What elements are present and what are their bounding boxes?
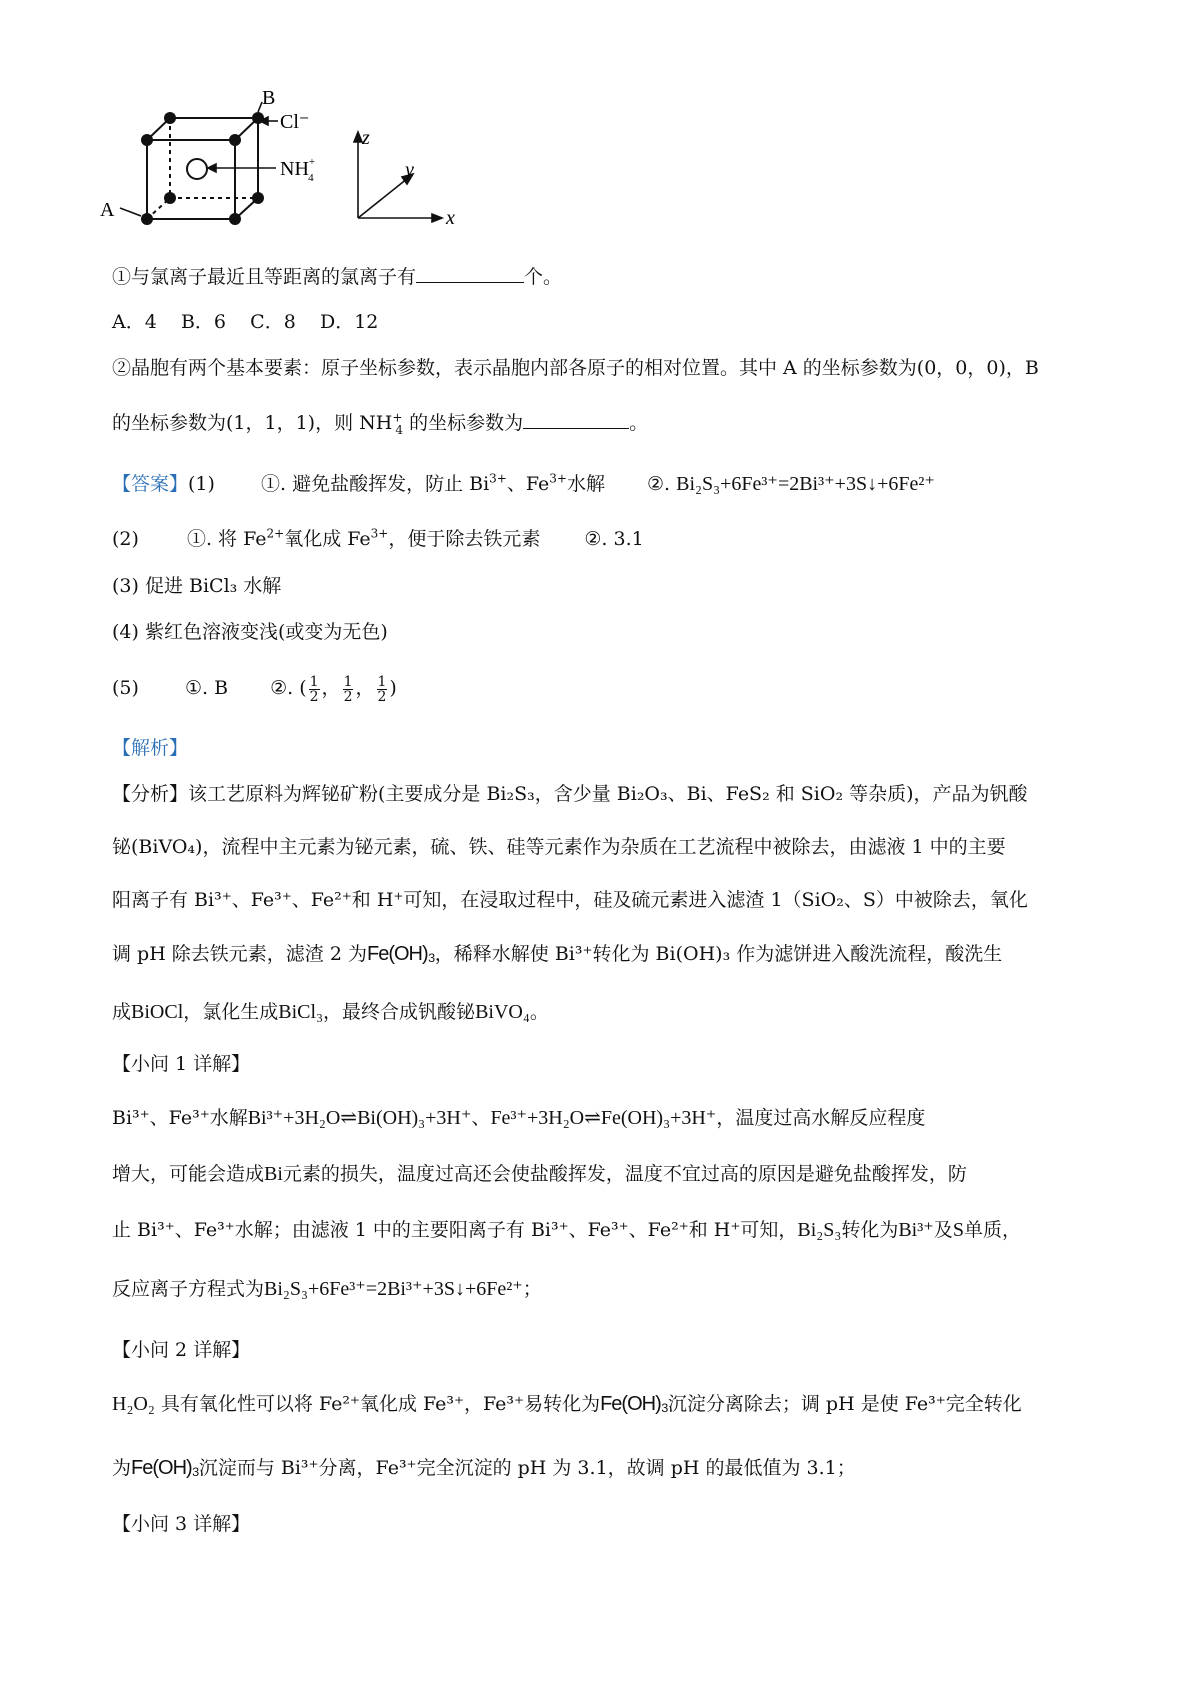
cl-ion xyxy=(229,134,241,146)
analysis-line-4: 调 pH 除去铁元素，滤渣 2 为Fe(OH)₃，稀释水解使 Bi³⁺转化为 Bi(OH)₃ 作为滤饼进入酸洗流程，酸洗生 xyxy=(112,943,1003,965)
answer-blank[interactable] xyxy=(416,262,524,283)
options: A．4 B．6 C．8 D．12 xyxy=(112,311,379,333)
section-2-line-1: H₂O₂ 具有氧化性可以将 Fe²⁺氧化成 Fe³⁺，Fe³⁺易转化为Fe(OH)₃沉淀分离除去；调 pH 是使 Fe³⁺完全转化 xyxy=(112,1393,1022,1415)
cl-ion xyxy=(164,192,176,204)
section-heading-3: 【小问 3 详解】 xyxy=(112,1513,251,1535)
analysis-line-3: 阳离子有 Bi³⁺、Fe³⁺、Fe²⁺和 H⁺可知，在浸取过程中，硅及硫元素进入滤渣 1（SiO₂、S）中被除去，氧化 xyxy=(112,889,1028,911)
question-1: ①与氯离子最近且等距离的氯离子有 个。 xyxy=(112,262,562,291)
analysis-line-1: 【分析】该工艺原料为辉铋矿粉(主要成分是 Bi₂S₃，含少量 Bi₂O₃、Bi、FeS₂ 和 SiO₂ 等杂质)，产品为钒酸 xyxy=(112,783,1028,805)
answer-5: (5) ①. B ②. ( $\frac{1}{2}$ ， $\frac{1}{2}$ ， $\frac{1}{2}$ ) xyxy=(112,673,397,705)
axis-z: z xyxy=(362,127,370,149)
equation: Bi₂S₃+6Fe³⁺=2Bi³⁺+3S↓+6Fe²⁺ xyxy=(676,473,935,495)
axis-x: x xyxy=(446,207,455,229)
cl-ion xyxy=(252,192,264,204)
nh4-ion xyxy=(187,159,207,179)
analysis-line-2: 铋(BiVO₄)，流程中主元素为铋元素，硫、铁、硅等元素作为杂质在工艺流程中被除去，由滤液 1 中的主要 xyxy=(112,836,1006,858)
section-1-line-4: 反应离子方程式为Bi₂S₃+6Fe³⁺=2Bi³⁺+3S↓+6Fe²⁺； xyxy=(112,1278,542,1300)
label-nh4: NH+ 4 xyxy=(280,156,316,184)
axis-y: y xyxy=(405,159,414,181)
label-a: A xyxy=(100,199,115,221)
cl-ion xyxy=(141,134,153,146)
answer-4: (4) 紫红色溶液变浅(或变为无色) xyxy=(112,621,388,643)
section-1-line-3: 止 Bi³⁺、Fe³⁺水解；由滤液 1 中的主要阳离子有 Bi³⁺、Fe³⁺、Fe²⁺和 H⁺可知，Bi₂S₃转化为Bi³⁺及S单质， xyxy=(112,1219,1021,1241)
section-heading-1: 【小问 1 详解】 xyxy=(112,1053,251,1075)
answer-1: 【答案】(1) ①. 避免盐酸挥发，防止 $Bi^{3+}$、$Fe^{3+}$水解 ②. Bi₂S₃+6Fe³⁺=2Bi³⁺+3S↓+6Fe²⁺ xyxy=(112,471,935,495)
answer-tag: 【答案】 xyxy=(112,473,189,495)
cl-ion xyxy=(164,112,176,124)
question-2-line-1: ②晶胞有两个基本要素：原子坐标参数，表示晶胞内部各原子的相对位置。其中 A 的坐标参数为(0，0，0)，B xyxy=(112,357,1039,379)
cl-ion xyxy=(141,213,153,225)
cl-ion xyxy=(229,213,241,225)
section-2-line-2: 为Fe(OH)₃沉淀而与 Bi³⁺分离，Fe³⁺完全沉淀的 pH 为 3.1，故调 pH 的最低值为 3.1； xyxy=(112,1457,856,1479)
answer-3: (3) 促进 BiCl₃ 水解 xyxy=(112,575,282,597)
answer-2: (2) ①. 将 $Fe^{2+}$氧化成 $Fe^{3+}$，便于除去铁元素 ②. 3.1 xyxy=(112,526,644,550)
analysis-line-5: 成BiOCl，氯化生成BiCl₃，最终合成钒酸铋BiVO₄。 xyxy=(112,1001,549,1023)
question-2-line-2: 的坐标参数为(1，1，1)，则 $NH^+_4$ 的坐标参数为 。 xyxy=(112,408,648,437)
label-cl: Cl⁻ xyxy=(280,111,310,133)
section-heading-2: 【小问 2 详解】 xyxy=(112,1339,251,1361)
section-1-line-1: Bi³⁺、Fe³⁺水解Bi³⁺+3H₂O⇌Bi(OH)₃+3H⁺、Fe³⁺+3H₂O⇌Fe(OH)₃+3H⁺，温度过高水解反应程度 xyxy=(112,1107,926,1129)
answer-blank[interactable] xyxy=(523,408,629,429)
label-b: B xyxy=(262,88,276,109)
analysis-tag: 【解析】 xyxy=(112,737,189,759)
crystal-cell-diagram xyxy=(100,88,520,258)
section-1-line-2: 增大，可能会造成Bi元素的损失，温度过高还会使盐酸挥发，温度不宜过高的原因是避免盐酸挥发，防 xyxy=(112,1163,967,1185)
